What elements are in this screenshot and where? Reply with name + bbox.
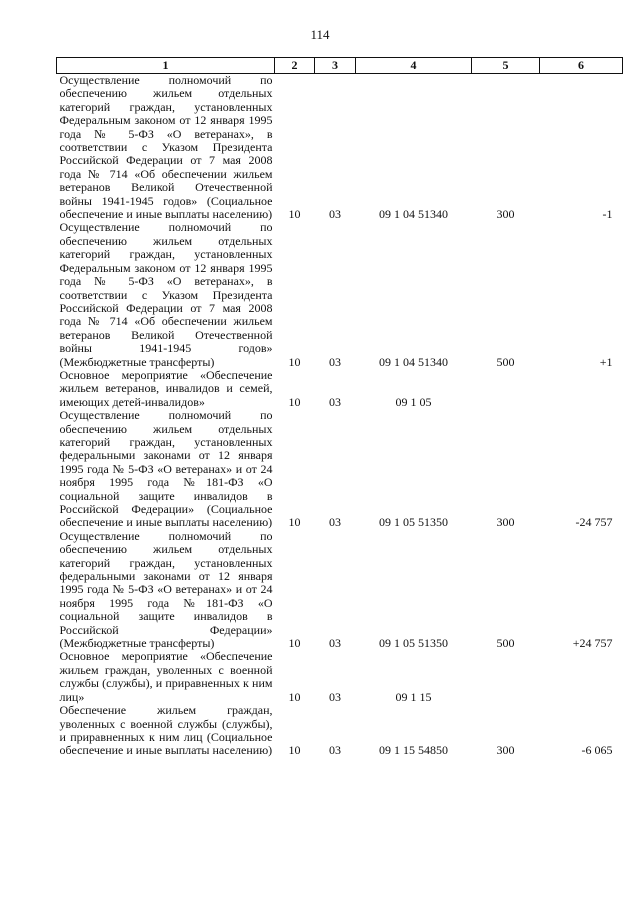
row-amount: -1 (602, 207, 613, 222)
table-row (57, 530, 623, 651)
table-row (57, 74, 623, 222)
row-description: Осуществление полномочий по обеспечению жильем отдельных категорий граждан, установленных Федеральным законом от 12 января 1995 года № 5-ФЗ «О ветеранах», в соответствии с Указом Президента Российской Федерации от 7 мая 2008 года № 714 «Об обеспечении жильем ветеранов Великой Отечественной войны 1941-1945 годов» (Межбюджетные трансферты) (59, 220, 273, 369)
table-row (57, 369, 623, 409)
header-col-1: 1 (57, 58, 275, 74)
row-section: 10 (288, 743, 301, 758)
header-col-3: 3 (315, 58, 356, 74)
row-section: 10 (288, 394, 301, 409)
row-section: 10 (288, 354, 301, 369)
row-amount (540, 650, 623, 704)
header-col-6: 6 (540, 58, 623, 74)
header-col-4: 4 (356, 58, 472, 74)
row-target-code: 09 1 05 (395, 394, 432, 409)
row-expense-type: 500 (496, 636, 515, 651)
row-amount: +1 (599, 354, 613, 369)
table-row (57, 221, 623, 368)
row-description: Основное мероприятие «Обеспечение жильем граждан, уволенных с военной службы (службы), и приравненных к ним лиц» (59, 649, 273, 704)
header-col-2: 2 (275, 58, 315, 74)
row-subsection: 03 (329, 207, 341, 222)
page-number: 114 (310, 27, 330, 42)
row-section: 10 (288, 515, 301, 530)
row-section: 10 (288, 689, 301, 704)
row-subsection: 03 (329, 515, 341, 530)
row-description: Обеспечение жильем граждан, уволенных с военной службы (службы), и приравненных к ним лиц (Социальное обеспечение и иные выплаты населению) (59, 703, 273, 758)
row-description: Основное мероприятие «Обеспечение жильем ветеранов, инвалидов и семей, имеющих детей-инвалидов» (59, 367, 273, 409)
row-target-code: 09 1 04 51340 (379, 354, 448, 369)
row-expense-type (472, 650, 540, 704)
row-amount: -24 757 (575, 515, 613, 530)
row-target-code: 09 1 15 (395, 689, 432, 704)
row-target-code: 09 1 05 51350 (379, 636, 448, 651)
table-row (57, 409, 623, 530)
row-expense-type: 300 (496, 743, 515, 758)
budget-table (56, 57, 623, 758)
table-row (57, 704, 623, 758)
row-subsection: 03 (329, 394, 341, 409)
row-subsection: 03 (329, 354, 341, 369)
header-col-5: 5 (472, 58, 540, 74)
row-amount: +24 757 (572, 636, 613, 651)
row-target-code: 09 1 15 54850 (379, 743, 448, 758)
row-target-code: 09 1 05 51350 (379, 515, 448, 530)
row-expense-type: 500 (496, 354, 515, 369)
row-expense-type: 300 (496, 207, 515, 222)
header-row (57, 58, 623, 74)
row-amount (540, 369, 623, 409)
row-section: 10 (288, 636, 301, 651)
row-section: 10 (288, 207, 301, 222)
row-expense-type (472, 369, 540, 409)
row-description: Осуществление полномочий по обеспечению жильем отдельных категорий граждан, установленных Федеральным законом от 12 января 1995 года № 5-ФЗ «О ветеранах», в соответствии с Указом Президента Российской Федерации от 7 мая 2008 года № 714 «Об обеспечении жильем ветеранов Великой Отечественной войны 1941-1945 годов» (Социальное обеспечение и иные выплаты населению) (59, 73, 273, 222)
row-target-code: 09 1 04 51340 (379, 207, 448, 222)
row-description: Осуществление полномочий по обеспечению жильем отдельных категорий граждан, установленных федеральными законами от 12 января 1995 года № 5-ФЗ «О ветеранах» и от 24 ноября 1995 года №181-ФЗ «О социальной защите инвалидов в Российской Федерации» (Межбюджетные трансферты) (59, 528, 273, 651)
row-expense-type: 300 (496, 515, 515, 530)
row-subsection: 03 (329, 689, 341, 704)
row-subsection: 03 (329, 636, 341, 651)
row-amount: -6 065 (581, 743, 613, 758)
table-row (57, 650, 623, 704)
row-description: Осуществление полномочий по обеспечению жильем отдельных категорий граждан, установленных федеральными законами от 12 января 1995 года № 5-ФЗ «О ветеранах» и от 24 ноября 1995 года №181-ФЗ «О социальной защите инвалидов в Российской Федерации» (Социальное обеспечение и иные выплаты населению) (59, 408, 273, 530)
row-subsection: 03 (329, 743, 341, 758)
